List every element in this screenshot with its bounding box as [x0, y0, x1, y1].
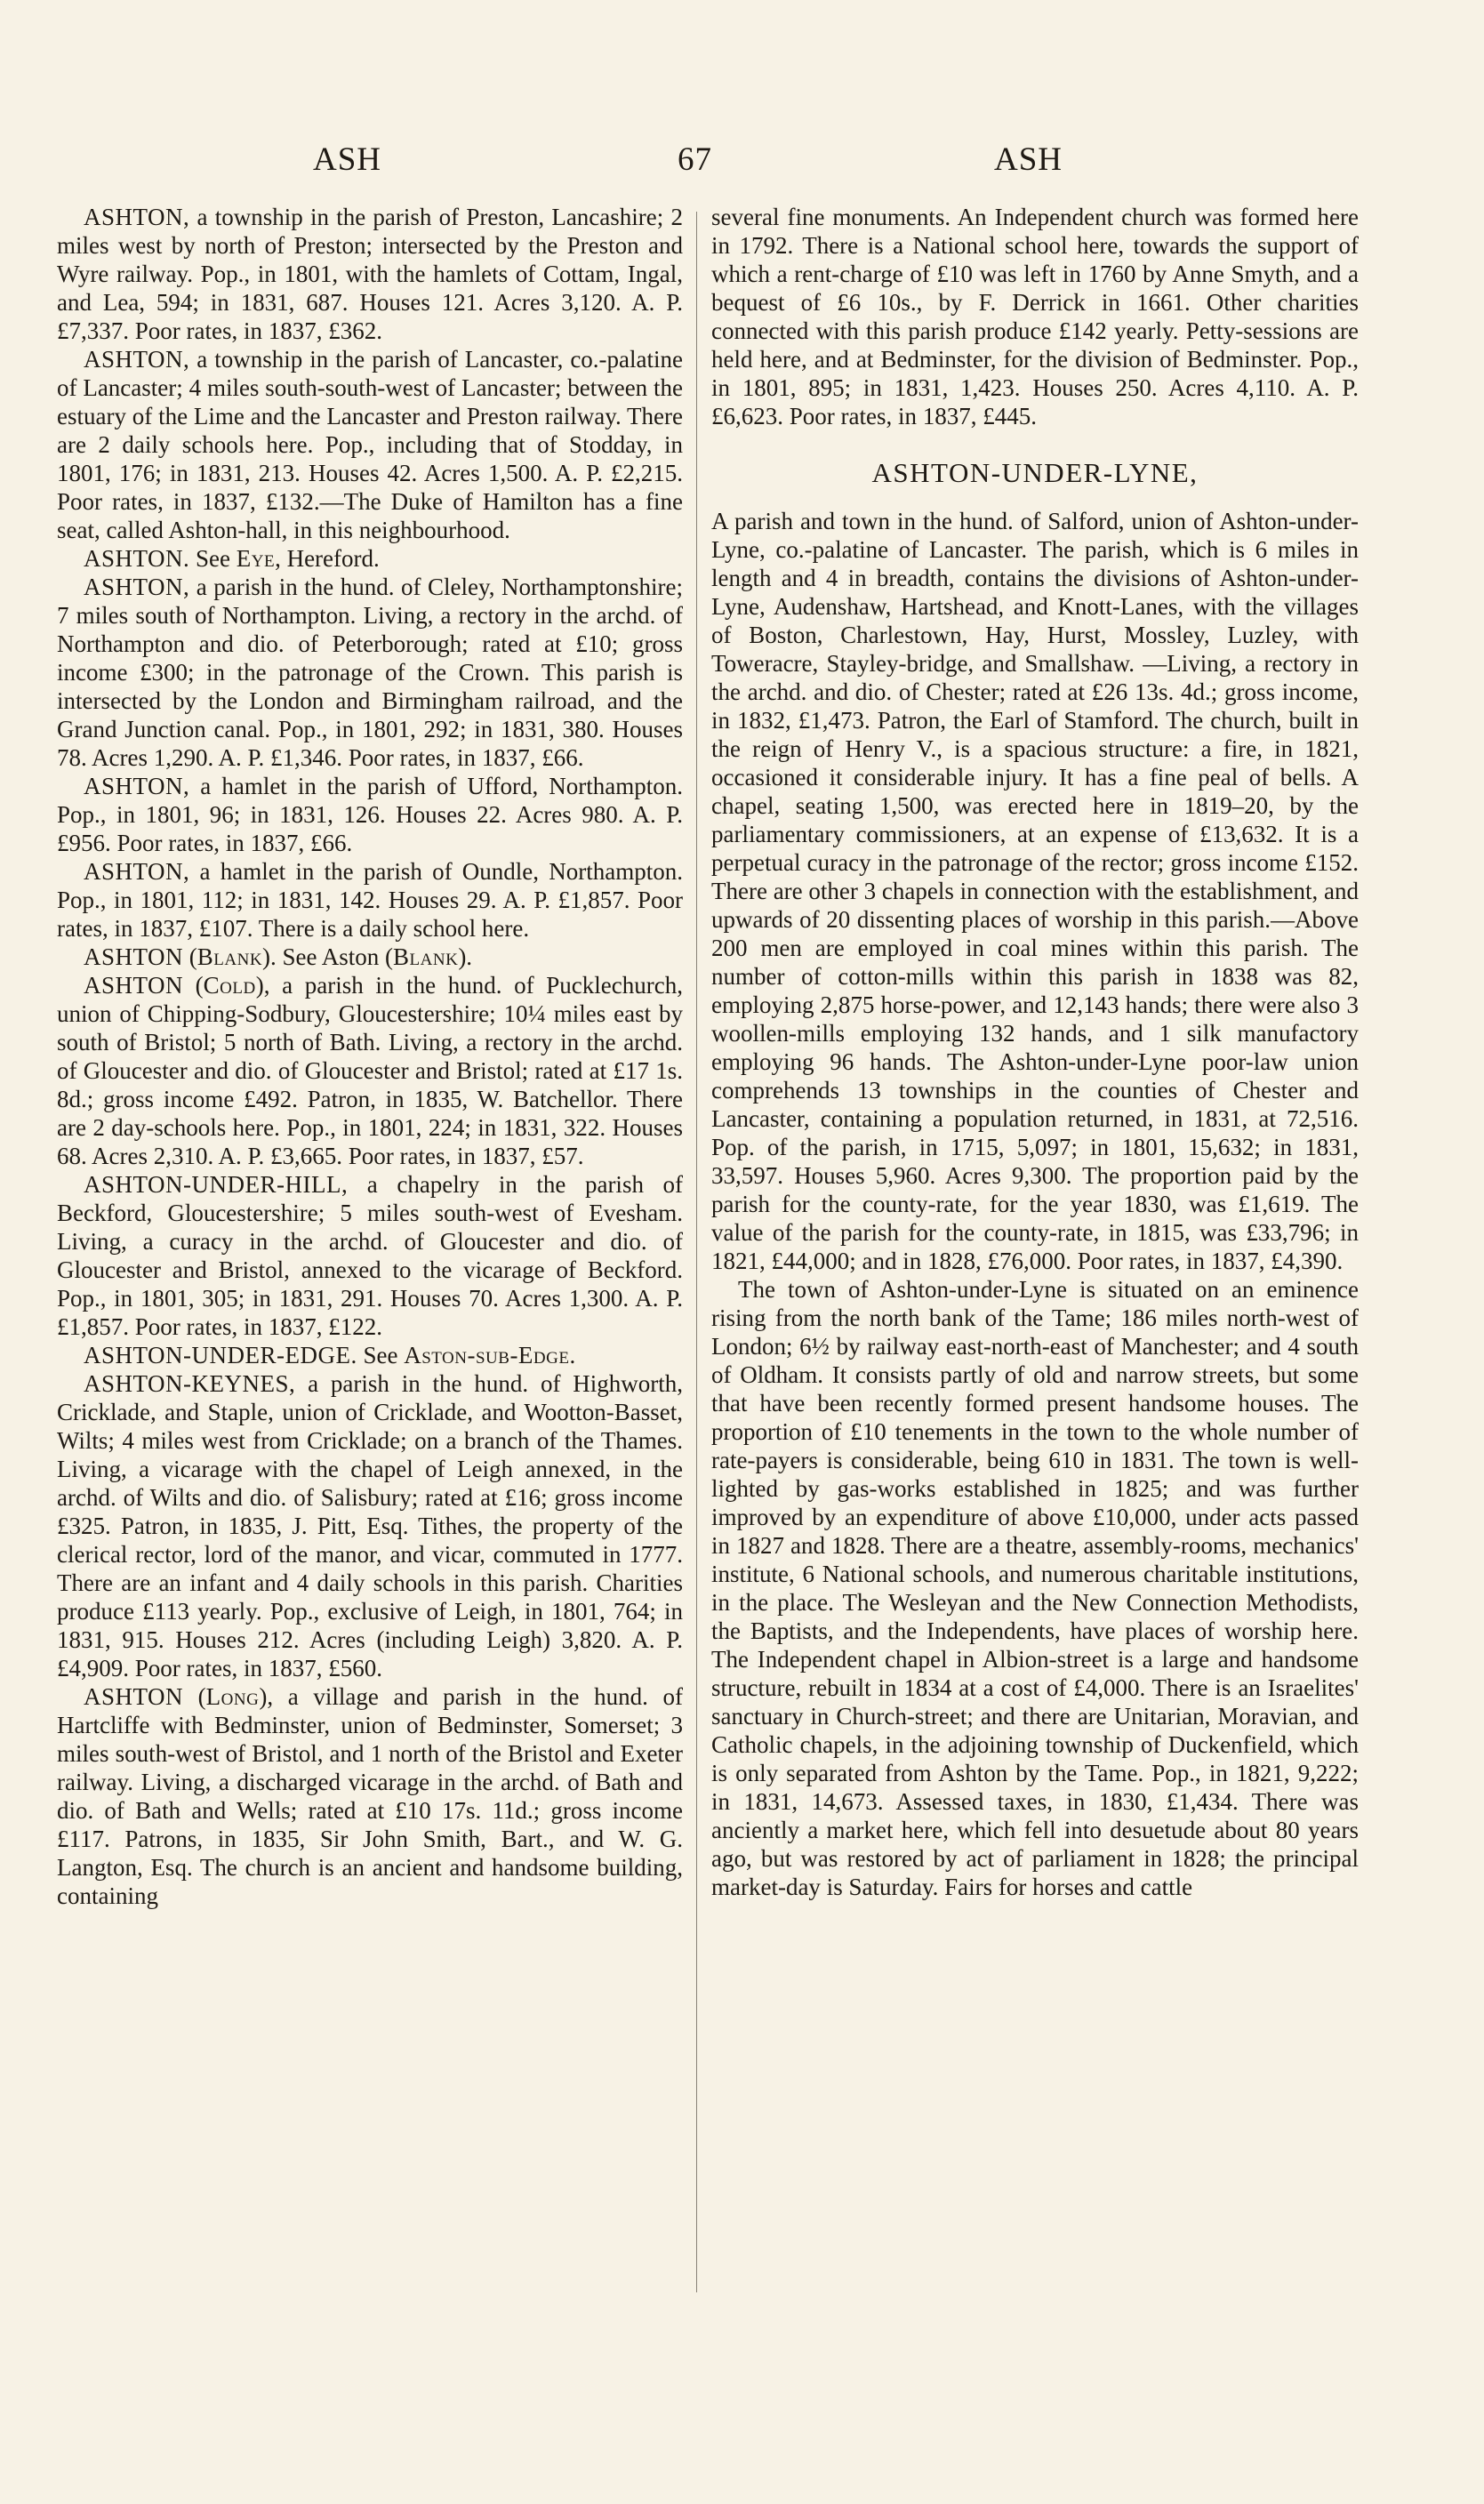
- entry-headword: ASHTON.: [84, 545, 190, 572]
- article-paragraph: The town of Ashton-under-Lyne is situated on an eminence rising from the north bank of the Tame; 186 miles north-west of London; 6½ by railway east-north-east of Manchester; and 4 south of Oldham. It consists partly of old and narrow streets, but some that have been recently formed present handsome houses. The proportion of £10 tenements in the town to the whole number of rate-payers is considerable, being 610 in 1831. The town is well-lighted by gas-works established in 1825; and was further improved by an expenditure of above £10,000, under acts passed in 1827 and 1828. There are a theatre, assembly-rooms, mechanics' institute, 6 National schools, and numerous charitable institutions, in the place. The Wesleyan and the New Connection Methodists, the Baptists, and the Independents, have places of worship here. The Independent chapel in Albion-street is a large and handsome structure, rebuilt in 1834 at a cost of £4,000. There is an Israelites' sanctuary in Church-street; and there are Unitarian, Moravian, and Catholic chapels, in the adjoining township of Duckenfield, which is only separated from Ashton by the Tame. Pop., in 1821, 9,222; in 1831, 14,673. Assessed taxes, in 1830, £1,434. There was anciently a market here, which fell into desuetude about 80 years ago, but was restored by act of parliament in 1828; the principal market-day is Saturday. Fairs for horses and cattle: [711, 1276, 1359, 1900]
- entry-text: ). See Aston (: [262, 943, 394, 970]
- subtitle: Blank: [197, 943, 263, 970]
- entry-text: See: [357, 1342, 405, 1368]
- entry-text: (: [183, 1683, 206, 1710]
- gazetteer-entry: [57, 943, 683, 971]
- left-column: [57, 203, 683, 1910]
- entry-headword: ASHTON,: [84, 346, 190, 373]
- gazetteer-entry: [57, 857, 683, 943]
- subtitle: Cold: [203, 972, 256, 999]
- subtitle: Long: [205, 1683, 260, 1710]
- cross-reference: Aston-sub-Edge: [404, 1342, 570, 1368]
- cross-reference: Eye: [236, 545, 276, 572]
- entry-text: a township in the parish of Preston, Lancashire; 2 miles west by north of Preston; intersected by the Preston and Wyre railway. Pop., in 1801, with the hamlets of Cottam, Ingal, and Lea, 594; in 1831, 687. Houses 121. Acres 3,120. A. P. £7,337. Poor rates, in 1837, £362.: [57, 204, 683, 344]
- right-column: [711, 203, 1359, 1901]
- gazetteer-entry: [57, 1341, 683, 1369]
- entry-headword: ASHTON: [84, 972, 184, 999]
- entry-text: a township in the parish of Lancaster, co.-palatine of Lancaster; 4 miles south-south-west of Lancaster; between the estuary of the Lime and the Lancaster and Preston railway. There are 2 daily schools here. Pop., including that of Stodday, in 1801, 176; in 1831, 213. Houses 42. Acres 1,500. A. P. £2,215. Poor rates, in 1837, £132.—The Duke of Hamilton has a fine seat, called Ashton-hall, in this neighbourhood.: [57, 346, 683, 543]
- entry-headword: ASHTON,: [84, 574, 190, 600]
- gazetteer-entry: [57, 1369, 683, 1682]
- column-divider: [696, 212, 697, 2292]
- entry-text: (: [183, 972, 204, 999]
- entry-text: See: [189, 545, 237, 572]
- entry-headword: ASHTON-UNDER-HILL,: [84, 1171, 349, 1198]
- running-head-right: ASH: [994, 141, 1063, 178]
- entry-text: a hamlet in the parish of Ufford, Northampton. Pop., in 1801, 96; in 1831, 126. Houses 22. Acres 980. A. P. £956. Poor rates, in 1837, £66.: [57, 773, 683, 856]
- entry-continuation: several fine monuments. An Independent church was formed here in 1792. There is a National school here, towards the support of which a rent-charge of £10 was left in 1760 by Anne Smyth, and a bequest of £6 10s., by F. Derrick in 1661. Other charities connected with this parish produce £142 yearly. Petty-sessions are held here, and at Bedminster, for the division of Bedminster. Pop., in 1801, 895; in 1831, 1,423. Houses 250. Acres 4,110. A. P. £6,623. Poor rates, in 1837, £445.: [711, 204, 1359, 429]
- entry-text: a chapelry in the parish of Beckford, Gloucestershire; 5 miles south-west of Evesham. Living, a curacy in the archd. of Gloucester and dio. of Gloucester and Bristol, annexed to the vicarage of Beckford. Pop., in 1801, 305; in 1831, 291. Houses 70. Acres 1,300. A. P. £1,857. Poor rates, in 1837, £122.: [57, 1171, 683, 1340]
- entry-headword: ASHTON: [84, 943, 184, 970]
- entry-headword: ASHTON-UNDER-EDGE.: [84, 1342, 357, 1368]
- entry-text: ), a village and parish in the hund. of Hartcliffe with Bedminster, union of Bedminster, Somerset; 3 miles south-west of Bristol, and 1 north of the Bristol and Exeter railway. Living, a discharged vicarage in the archd. of Bath and dio. of Bath and Wells; rated at £10 17s. 11d.; gross income £117. Patrons, in 1835, Sir John Smith, Bart., and W. G. Langton, Esq. The church is an ancient and handsome building, containing: [57, 1683, 683, 1909]
- article-paragraph: A parish and town in the hund. of Salford, union of Ashton-under-Lyne, co.-palatine of Lancaster. The parish, which is 6 miles in length and 4 in breadth, contains the divisions of Ashton-under-Lyne, Audenshaw, Hartshead, and Knott-Lanes, with the villages of Boston, Charlestown, Hay, Hurst, Mossley, Luzley, with Toweracre, Stayley-bridge, and Smallshaw. —Living, a rectory in the archd. and dio. of Chester; rated at £26 13s. 4d.; gross income, in 1832, £1,473. Patron, the Earl of Stamford. The church, built in the reign of Henry V., is a spacious structure: a fire, in 1821, occasioned it considerable injury. It has a fine peal of bells. A chapel, seating 1,500, was erected here in 1819–20, by the parliamentary commissioners, at an expense of £13,632. It is a perpetual curacy in the patronage of the rector; gross income £152. There are other 3 chapels in connection with the establishment, and upwards of 20 dissenting places of worship in this parish.—Above 200 men are employed in coal mines within this parish. The number of cotton-mills within this parish in 1838 was 82, employing 2,875 horse-power, and 12,143 hands; there were also 3 woollen-mills employing 132 hands, and 1 silk manufactory employing 96 hands. The Ashton-under-Lyne poor-law union comprehends 13 townships in the counties of Chester and Lancaster, containing a population returned, in 1831, at 72,516. Pop. of the parish, in 1715, 5,097; in 1801, 15,632; in 1831, 33,597. Houses 5,960. Acres 9,300. The proportion paid by the parish for the county-rate, for the year 1830, was £1,619. The value of the parish for the county-rate, in 1815, was £33,796; in 1821, £44,000; and in 1828, £76,000. Poor rates, in 1837, £4,390.: [711, 508, 1359, 1274]
- gazetteer-entry: [57, 1170, 683, 1341]
- gazetteer-entry: [57, 1682, 683, 1910]
- entry-headword: ASHTON: [84, 1683, 184, 1710]
- entry-text: a parish in the hund. of Cleley, Northamptonshire; 7 miles south of Northampton. Living, a rectory in the archd. of Northampton and dio. of Peterborough; rated at £10; gross income £300; in the patronage of the Crown. This parish is intersected by the London and Birmingham railroad, and the Grand Junction canal. Pop., in 1801, 292; in 1831, 380. Houses 78. Acres 1,290. A. P. £1,346. Poor rates, in 1837, £66.: [57, 574, 683, 771]
- entry-text: .: [569, 1342, 576, 1368]
- entry-text: ).: [458, 943, 473, 970]
- gazetteer-entry: [57, 203, 683, 345]
- gazetteer-entry: [57, 544, 683, 573]
- entry-text: (: [183, 943, 197, 970]
- entry-text: , Hereford.: [275, 545, 380, 572]
- running-head: [0, 132, 1484, 185]
- entry-text: a hamlet in the parish of Oundle, Northampton. Pop., in 1801, 112; in 1831, 142. Houses 29. A. P. £1,857. Poor rates, in 1837, £107. There is a daily school here.: [57, 858, 683, 942]
- gazetteer-entry: [57, 772, 683, 857]
- page-number: 67: [678, 141, 712, 178]
- gazetteer-entry: [57, 971, 683, 1170]
- entry-headword: ASHTON,: [84, 204, 190, 230]
- entry-headword: ASHTON,: [84, 858, 190, 885]
- entry-headword: ASHTON,: [84, 773, 190, 799]
- gazetteer-entry: [57, 345, 683, 544]
- entry-headword: ASHTON-KEYNES,: [84, 1370, 296, 1397]
- running-head-left: ASH: [313, 141, 382, 178]
- gazetteer-entry: [57, 573, 683, 772]
- entry-text: ), a parish in the hund. of Pucklechurch, union of Chipping-Sodbury, Gloucestershire; 10¼ miles east by south of Bristol; 5 north of Bath. Living, a rectory in the archd. of Gloucester and dio. of Gloucester and Bristol; rated at £17 1s. 8d.; gross income £492. Patron, in 1835, W. Batchellor. There are 2 day-schools here. Pop., in 1801, 224; in 1831, 322. Houses 68. Acres 2,310. A. P. £3,665. Poor rates, in 1837, £57.: [57, 972, 683, 1169]
- section-heading: ASHTON-UNDER-LYNE,: [871, 457, 1199, 488]
- entry-text: a parish in the hund. of Highworth, Cricklade, and Staple, union of Cricklade, and Wootton-Basset, Wilts; 4 miles west from Cricklade; on a branch of the Thames. Living, a vicarage with the chapel of Leigh annexed, in the archd. of Wilts and dio. of Salisbury; rated at £16; gross income £325. Patron, in 1835, J. Pitt, Esq. Tithes, the property of the clerical rector, lord of the manor, and vicar, commuted in 1777. There are an infant and 4 daily schools in this parish. Charities produce £113 yearly. Pop., exclusive of Leigh, in 1801, 764; in 1831, 915. Houses 212. Acres (including Leigh) 3,820. A. P. £4,909. Poor rates, in 1837, £560.: [57, 1370, 683, 1681]
- cross-reference: Blank: [393, 943, 459, 970]
